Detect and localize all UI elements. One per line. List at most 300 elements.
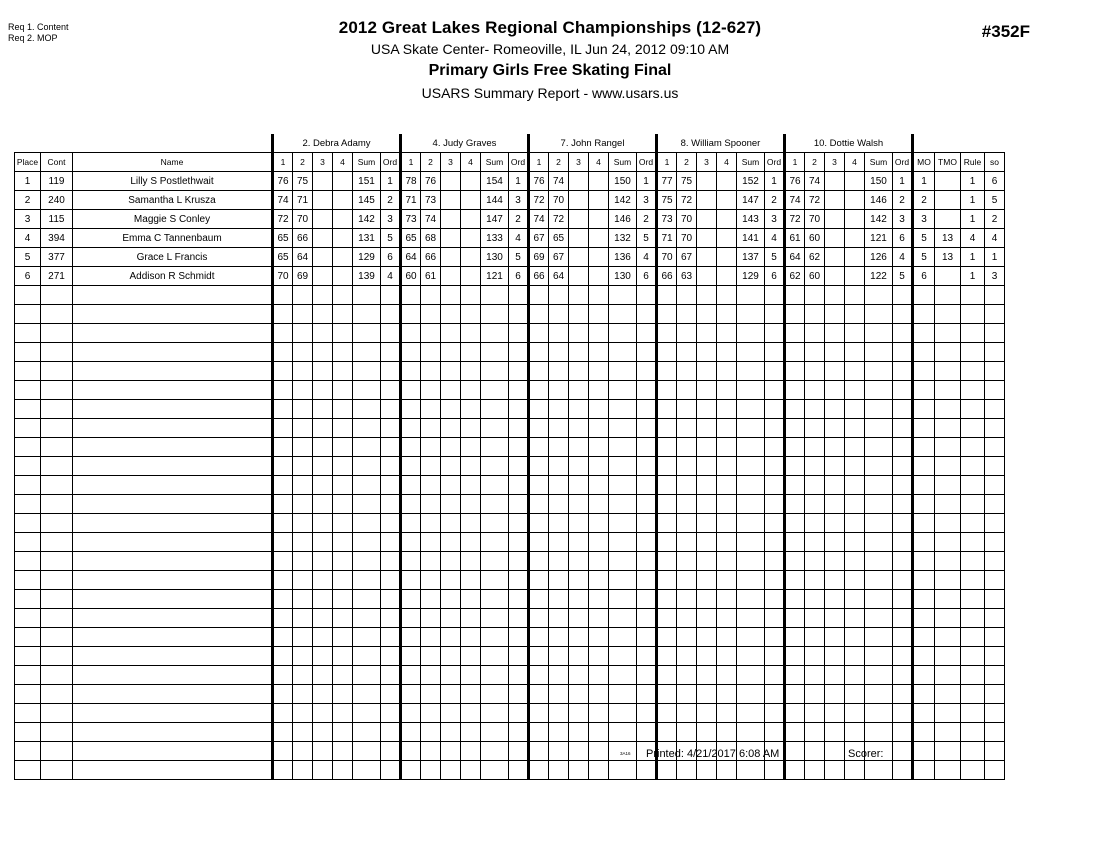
cell-judge-sum [609, 438, 637, 457]
cell-judge-ord: 3 [509, 191, 529, 210]
cell-judge-sum [481, 761, 509, 780]
cell-judge-score [677, 704, 697, 723]
cell-judge-ord [381, 514, 401, 533]
table-row-empty[interactable] [15, 761, 1005, 780]
document-code: #352F [981, 22, 1030, 41]
cell-judge-sum: 144 [481, 191, 509, 210]
cell-judge-score [677, 476, 697, 495]
cell-judge-sum [737, 647, 765, 666]
cell-judge-ord [765, 761, 785, 780]
cell-judge-sum [609, 704, 637, 723]
cell-judge-score: 73 [401, 210, 421, 229]
cell-judge-score [717, 761, 737, 780]
cell-judge-score [313, 666, 333, 685]
cell-judge-score [845, 419, 865, 438]
cell-judge-score [569, 248, 589, 267]
cell-so [985, 381, 1005, 400]
cell-judge-ord [765, 533, 785, 552]
cell-judge-score [805, 476, 825, 495]
cell-judge-score [461, 495, 481, 514]
cell-judge-sum [865, 419, 893, 438]
table-row-empty[interactable] [15, 723, 1005, 742]
cell-judge-score [293, 343, 313, 362]
cell-judge-score: 69 [529, 248, 549, 267]
cell-judge-score [717, 172, 737, 191]
cell-mo [913, 723, 935, 742]
cell-judge-score [401, 457, 421, 476]
cell-judge-score [825, 514, 845, 533]
cell-judge-ord [893, 666, 913, 685]
col-header-judge-score: 3 [697, 153, 717, 172]
cell-judge-score [461, 609, 481, 628]
cell-judge-score: 67 [549, 248, 569, 267]
cell-judge-score [401, 419, 421, 438]
cell-judge-score [333, 343, 353, 362]
cell-so: 4 [985, 229, 1005, 248]
cell-judge-score [461, 476, 481, 495]
cell-judge-ord: 2 [765, 191, 785, 210]
cell-judge-ord: 4 [637, 248, 657, 267]
cell-judge-score [825, 647, 845, 666]
cell-judge-score [589, 305, 609, 324]
cell-judge-sum: 154 [481, 172, 509, 191]
cell-judge-sum [353, 476, 381, 495]
cell-judge-score [461, 324, 481, 343]
cell-judge-score [549, 533, 569, 552]
table-row-empty[interactable] [15, 609, 1005, 628]
table-row-empty[interactable] [15, 495, 1005, 514]
cell-judge-score [421, 514, 441, 533]
cell-judge-score [825, 305, 845, 324]
cell-judge-sum: 131 [353, 229, 381, 248]
cell-judge-score [549, 324, 569, 343]
table-row-empty[interactable] [15, 533, 1005, 552]
cell-mo [913, 761, 935, 780]
cell-judge-sum [737, 400, 765, 419]
cell-rule [961, 647, 985, 666]
cell-judge-sum [865, 286, 893, 305]
cell-judge-ord [765, 609, 785, 628]
cell-so: 3 [985, 267, 1005, 286]
cell-judge-sum: 150 [609, 172, 637, 191]
cell-judge-ord: 4 [509, 229, 529, 248]
cell-judge-score [825, 666, 845, 685]
cell-judge-ord [765, 400, 785, 419]
cell-judge-score [333, 476, 353, 495]
cell-judge-score [461, 400, 481, 419]
cell-judge-sum [353, 305, 381, 324]
cell-judge-ord [509, 533, 529, 552]
cell-place [15, 685, 41, 704]
cell-judge-score [549, 514, 569, 533]
cell-judge-score [401, 495, 421, 514]
cell-place [15, 419, 41, 438]
cell-judge-score [589, 172, 609, 191]
cell-mo [913, 324, 935, 343]
table-row-empty[interactable] [15, 286, 1005, 305]
cell-judge-sum [609, 476, 637, 495]
cell-judge-score: 72 [805, 191, 825, 210]
cell-judge-ord [893, 362, 913, 381]
cell-judge-score [569, 476, 589, 495]
cell-judge-score [529, 742, 549, 761]
table-row-empty[interactable] [15, 381, 1005, 400]
table-row[interactable] [15, 248, 1005, 267]
spacer-cell [913, 134, 1005, 153]
table-row-empty[interactable] [15, 628, 1005, 647]
cell-judge-score [293, 685, 313, 704]
cell-judge-score [697, 647, 717, 666]
cell-judge-ord [637, 514, 657, 533]
cell-mo [913, 495, 935, 514]
cell-judge-ord [637, 628, 657, 647]
col-header-name: Name [73, 153, 273, 172]
cell-judge-score [805, 305, 825, 324]
cell-judge-ord [893, 685, 913, 704]
cell-judge-score [845, 704, 865, 723]
cell-judge-score [273, 685, 293, 704]
cell-judge-score: 74 [549, 172, 569, 191]
cell-judge-score [421, 685, 441, 704]
cell-judge-score [805, 381, 825, 400]
cell-judge-ord [893, 476, 913, 495]
cell-tmo [935, 476, 961, 495]
cell-judge-score [549, 571, 569, 590]
cell-judge-sum [353, 590, 381, 609]
cell-judge-ord [893, 647, 913, 666]
cell-judge-sum [481, 381, 509, 400]
cell-judge-score [805, 419, 825, 438]
cell-judge-score [441, 438, 461, 457]
cell-judge-sum [865, 704, 893, 723]
col-header-cont: Cont [41, 153, 73, 172]
cell-tmo [935, 267, 961, 286]
cell-judge-score [569, 704, 589, 723]
cell-judge-ord [509, 647, 529, 666]
cell-tmo [935, 400, 961, 419]
cell-judge-score [825, 248, 845, 267]
cell-judge-score [845, 666, 865, 685]
cell-judge-sum [353, 685, 381, 704]
cell-tmo [935, 590, 961, 609]
col-header-rule: Rule [961, 153, 985, 172]
cell-place: 5 [15, 248, 41, 267]
table-row-empty[interactable] [15, 457, 1005, 476]
table-row[interactable] [15, 267, 1005, 286]
cell-judge-score [785, 590, 805, 609]
cell-judge-score [461, 685, 481, 704]
cell-judge-sum [865, 533, 893, 552]
cell-judge-score [401, 286, 421, 305]
table-row-empty[interactable] [15, 476, 1005, 495]
cell-judge-score: 66 [421, 248, 441, 267]
cell-judge-score [293, 666, 313, 685]
cell-judge-score [697, 590, 717, 609]
cell-name [73, 590, 273, 609]
cell-judge-sum [737, 552, 765, 571]
cell-judge-sum: 152 [737, 172, 765, 191]
table-row-empty[interactable] [15, 666, 1005, 685]
cell-judge-score: 74 [785, 191, 805, 210]
cell-judge-score [333, 267, 353, 286]
cell-judge-sum [353, 438, 381, 457]
cell-judge-score [421, 742, 441, 761]
cell-judge-sum: 130 [481, 248, 509, 267]
cell-place [15, 666, 41, 685]
cell-judge-ord [637, 552, 657, 571]
table-row[interactable] [15, 191, 1005, 210]
cell-judge-score [569, 419, 589, 438]
cell-cont: 119 [41, 172, 73, 191]
cell-judge-ord [637, 571, 657, 590]
cell-judge-score [785, 704, 805, 723]
cell-judge-score: 65 [549, 229, 569, 248]
cell-judge-ord [765, 723, 785, 742]
cell-judge-ord: 1 [381, 172, 401, 191]
cell-judge-sum [609, 343, 637, 362]
cell-judge-score [441, 571, 461, 590]
cell-mo [913, 457, 935, 476]
cell-judge-score [549, 761, 569, 780]
judge-header-row [15, 134, 1005, 153]
cell-judge-score [313, 590, 333, 609]
cell-judge-sum: 130 [609, 267, 637, 286]
table-row-empty[interactable] [15, 552, 1005, 571]
cell-mo [913, 400, 935, 419]
cell-judge-score [717, 286, 737, 305]
table-row-empty[interactable] [15, 400, 1005, 419]
cell-judge-sum [353, 552, 381, 571]
cell-judge-score [273, 628, 293, 647]
cell-judge-score [273, 324, 293, 343]
cell-judge-score [717, 381, 737, 400]
cell-judge-score [333, 381, 353, 400]
cell-place: 6 [15, 267, 41, 286]
cell-judge-sum [865, 438, 893, 457]
cell-judge-score [529, 666, 549, 685]
cell-judge-score [421, 438, 441, 457]
cell-judge-ord [509, 704, 529, 723]
cell-judge-score [785, 457, 805, 476]
table-row-empty[interactable] [15, 571, 1005, 590]
cell-judge-ord [509, 571, 529, 590]
cell-judge-score [805, 704, 825, 723]
cell-judge-ord [893, 514, 913, 533]
cell-judge-score [293, 514, 313, 533]
cell-judge-score [313, 704, 333, 723]
table-row[interactable] [15, 210, 1005, 229]
cell-name [73, 533, 273, 552]
cell-judge-score [401, 742, 421, 761]
cell-judge-score [273, 552, 293, 571]
cell-judge-score [401, 305, 421, 324]
cell-judge-score [657, 457, 677, 476]
cell-judge-sum [737, 381, 765, 400]
cell-judge-score [569, 666, 589, 685]
cell-judge-score [697, 248, 717, 267]
cell-judge-score [589, 723, 609, 742]
cell-tmo [935, 457, 961, 476]
cell-judge-ord [509, 628, 529, 647]
cell-judge-sum [481, 457, 509, 476]
cell-judge-score: 76 [785, 172, 805, 191]
cell-judge-score [313, 533, 333, 552]
table-row-empty[interactable] [15, 685, 1005, 704]
col-header-judge-score: 4 [333, 153, 353, 172]
cell-judge-ord [893, 590, 913, 609]
cell-judge-score [461, 533, 481, 552]
cell-judge-sum [865, 400, 893, 419]
cell-judge-score [677, 514, 697, 533]
cell-judge-ord [381, 533, 401, 552]
cell-judge-score [697, 761, 717, 780]
cell-judge-ord [381, 761, 401, 780]
table-row-empty[interactable] [15, 305, 1005, 324]
cell-judge-score [273, 647, 293, 666]
table-row[interactable] [15, 229, 1005, 248]
cell-judge-score: 76 [273, 172, 293, 191]
col-header-judge-score: 3 [569, 153, 589, 172]
cell-so [985, 742, 1005, 761]
cell-cont [41, 324, 73, 343]
cell-judge-ord [381, 666, 401, 685]
cell-judge-score [293, 476, 313, 495]
cell-name [73, 609, 273, 628]
cell-judge-score [697, 286, 717, 305]
cell-judge-sum [353, 571, 381, 590]
cell-judge-score [421, 305, 441, 324]
cell-rule [961, 590, 985, 609]
cell-so [985, 438, 1005, 457]
cell-judge-score [569, 761, 589, 780]
cell-judge-score: 70 [677, 229, 697, 248]
table-row[interactable] [15, 172, 1005, 191]
cell-judge-sum [481, 305, 509, 324]
cell-judge-score [441, 362, 461, 381]
table-row-empty[interactable] [15, 514, 1005, 533]
col-header-ord: Ord [381, 153, 401, 172]
table-row-empty[interactable] [15, 590, 1005, 609]
cell-judge-score [529, 571, 549, 590]
cell-judge-score [461, 248, 481, 267]
cell-judge-score [569, 514, 589, 533]
cell-judge-score [677, 609, 697, 628]
cell-judge-score [461, 552, 481, 571]
cell-judge-ord [509, 438, 529, 457]
cell-judge-score [697, 552, 717, 571]
cell-judge-sum [353, 457, 381, 476]
cell-judge-ord: 2 [509, 210, 529, 229]
cell-judge-score [677, 533, 697, 552]
col-header-judge-score: 2 [677, 153, 697, 172]
cell-name [73, 457, 273, 476]
cell-place [15, 362, 41, 381]
cell-judge-sum [865, 552, 893, 571]
cell-judge-score [529, 533, 549, 552]
cell-place [15, 495, 41, 514]
cell-judge-ord [765, 286, 785, 305]
cell-judge-ord [381, 381, 401, 400]
cell-judge-sum [737, 761, 765, 780]
table-row-empty[interactable] [15, 704, 1005, 723]
cell-judge-score: 73 [421, 191, 441, 210]
cell-judge-score [677, 723, 697, 742]
cell-judge-score [401, 381, 421, 400]
cell-judge-score [845, 210, 865, 229]
cell-mo [913, 476, 935, 495]
table-row-empty[interactable] [15, 438, 1005, 457]
table-row-empty[interactable] [15, 324, 1005, 343]
cell-tmo [935, 324, 961, 343]
cell-judge-score [333, 685, 353, 704]
table-row-empty[interactable] [15, 647, 1005, 666]
cell-judge-score [401, 723, 421, 742]
cell-judge-score [697, 514, 717, 533]
cell-judge-sum [737, 343, 765, 362]
cell-judge-sum [865, 685, 893, 704]
table-row-empty[interactable] [15, 419, 1005, 438]
cell-judge-score [657, 476, 677, 495]
cell-judge-score [273, 438, 293, 457]
cell-judge-score [785, 628, 805, 647]
cell-judge-ord [893, 457, 913, 476]
cell-so [985, 552, 1005, 571]
table-row-empty[interactable] [15, 343, 1005, 362]
cell-judge-ord [381, 476, 401, 495]
cell-judge-score [441, 381, 461, 400]
cell-judge-score [421, 533, 441, 552]
cell-name [73, 666, 273, 685]
cell-place [15, 400, 41, 419]
cell-judge-sum [609, 723, 637, 742]
cell-judge-score [333, 495, 353, 514]
cell-judge-sum [481, 609, 509, 628]
cell-judge-score [549, 552, 569, 571]
cell-judge-score: 71 [657, 229, 677, 248]
cell-judge-sum [609, 324, 637, 343]
cell-judge-score [677, 438, 697, 457]
cell-so: 1 [985, 248, 1005, 267]
cell-so [985, 685, 1005, 704]
cell-judge-ord [637, 286, 657, 305]
cell-judge-score [313, 571, 333, 590]
cell-judge-score [401, 761, 421, 780]
cell-judge-score [549, 419, 569, 438]
cell-judge-score [273, 362, 293, 381]
cell-judge-score [697, 400, 717, 419]
cell-judge-ord: 5 [637, 229, 657, 248]
cell-judge-score [805, 533, 825, 552]
cell-judge-score [293, 381, 313, 400]
cell-judge-score [273, 495, 293, 514]
cell-judge-score [569, 533, 589, 552]
cell-judge-score [825, 457, 845, 476]
cell-name [73, 495, 273, 514]
cell-name [73, 324, 273, 343]
cell-judge-sum: 129 [353, 248, 381, 267]
cell-judge-ord [893, 609, 913, 628]
cell-rule: 1 [961, 267, 985, 286]
cell-mo [913, 362, 935, 381]
cell-judge-score [825, 286, 845, 305]
cell-judge-sum [353, 704, 381, 723]
table-row-empty[interactable] [15, 362, 1005, 381]
cell-so [985, 305, 1005, 324]
cell-judge-score [333, 647, 353, 666]
cell-judge-score [717, 229, 737, 248]
col-header-judge-score: 2 [293, 153, 313, 172]
col-header-judge-score: 4 [845, 153, 865, 172]
